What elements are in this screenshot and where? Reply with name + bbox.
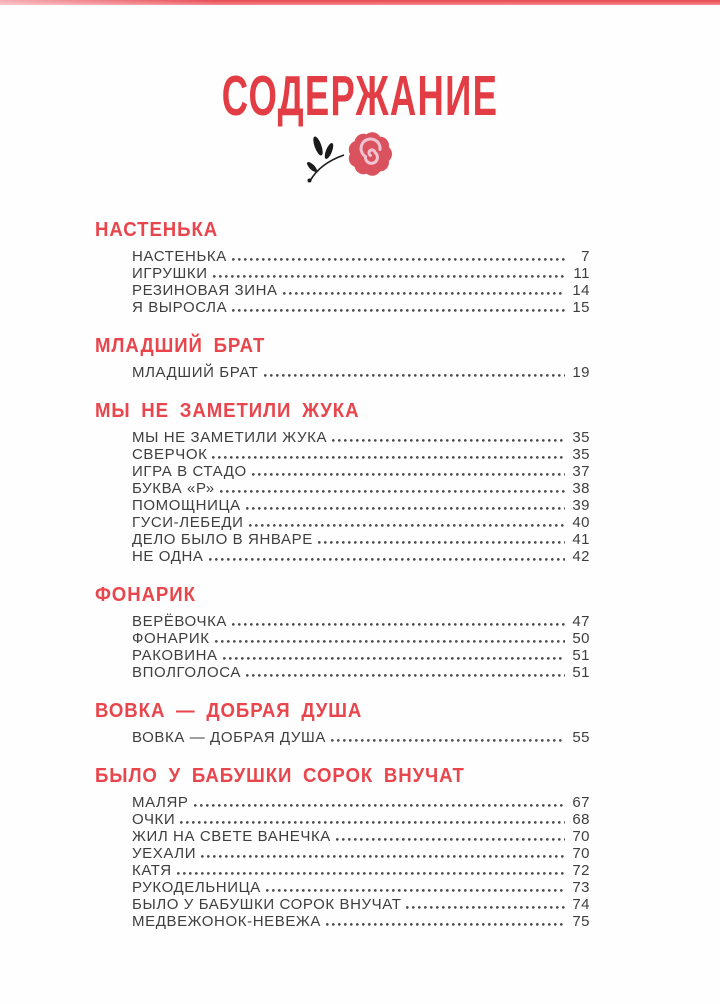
section-header: МЛАДШИЙ БРАТ (95, 335, 266, 357)
dots-leader (331, 738, 565, 743)
entry-title: МАЛЯР (132, 794, 189, 811)
entry-title: ПОМОЩНИЦА (132, 497, 241, 514)
section-entries (132, 794, 590, 930)
toc-entry (132, 299, 590, 316)
entry-page-number: 39 (572, 497, 590, 514)
toc-entry (132, 429, 590, 446)
entry-page-number: 41 (572, 531, 590, 548)
entry-page-number: 14 (572, 282, 590, 299)
dots-leader (266, 888, 565, 893)
page-title-row (0, 64, 720, 128)
toc-entry (132, 364, 590, 381)
entry-title: МЕДВЕЖОНОК-НЕВЕЖА (132, 913, 321, 930)
entry-page-number: 72 (572, 862, 590, 879)
entry-page-number: 51 (572, 647, 590, 664)
toc-entry (132, 647, 590, 664)
entry-page-number: 35 (572, 429, 590, 446)
section-entries (132, 364, 590, 381)
dots-leader (220, 489, 565, 494)
toc-section (95, 701, 590, 746)
toc-section (95, 336, 590, 381)
entry-title: ВОВКА — ДОБРАЯ ДУША (132, 729, 326, 746)
toc-entry (132, 729, 590, 746)
toc-entry (132, 265, 590, 282)
toc-entry (132, 248, 590, 265)
dots-leader (249, 523, 566, 528)
page-top-red-edge (0, 0, 720, 5)
dots-leader (332, 438, 565, 443)
dots-leader (246, 506, 565, 511)
toc-section (95, 766, 590, 930)
entry-page-number: 51 (572, 664, 590, 681)
section-header: ФОНАРИК (95, 584, 196, 606)
toc-entry (132, 845, 590, 862)
entry-page-number: 19 (572, 364, 590, 381)
dots-leader (264, 373, 565, 378)
dots-leader (201, 854, 565, 859)
entry-title: НАСТЕНЬКА (132, 248, 227, 265)
entry-title: СВЕРЧОК (132, 446, 208, 463)
entry-title: КАТЯ (132, 862, 172, 879)
entry-page-number: 11 (573, 265, 590, 282)
entry-title: ГУСИ-ЛЕБЕДИ (132, 514, 244, 531)
entry-page-number: 55 (572, 729, 590, 746)
dots-leader (209, 557, 565, 562)
rose-ornament-icon (300, 124, 406, 186)
entry-title: БУКВА «Р» (132, 480, 215, 497)
toc-entry (132, 548, 590, 565)
page-title: СОДЕРЖАНИЕ (221, 64, 499, 128)
toc-section (95, 401, 590, 565)
dots-leader (318, 540, 565, 545)
dots-leader (213, 274, 565, 279)
entry-page-number: 35 (572, 446, 590, 463)
dots-leader (336, 837, 565, 842)
entry-page-number: 40 (572, 514, 590, 531)
toc-entry (132, 828, 590, 845)
toc-entry (132, 913, 590, 930)
dots-leader (223, 656, 565, 661)
entry-title: УЕХАЛИ (132, 845, 197, 862)
toc-entry (132, 480, 590, 497)
section-entries (132, 729, 590, 746)
entry-page-number: 68 (572, 811, 590, 828)
entry-title: ВПОЛГОЛОСА (132, 664, 241, 681)
toc-entry (132, 862, 590, 879)
section-header: НАСТЕНЬКА (95, 219, 219, 241)
entry-page-number: 15 (572, 299, 590, 316)
dots-leader (232, 308, 565, 313)
toc-entry (132, 879, 590, 896)
dots-leader (283, 291, 565, 296)
dots-leader (180, 820, 565, 825)
section-header: БЫЛО У БАБУШКИ СОРОК ВНУЧАТ (95, 765, 465, 787)
entry-page-number: 67 (572, 794, 590, 811)
entry-title: РУКОДЕЛЬНИЦА (132, 879, 261, 896)
toc-entry (132, 463, 590, 480)
dots-leader (177, 871, 565, 876)
dots-leader (246, 673, 565, 678)
entry-page-number: 73 (572, 879, 590, 896)
dots-leader (212, 455, 565, 460)
dots-leader (252, 472, 565, 477)
entry-page-number: 7 (581, 248, 590, 265)
entry-title: БЫЛО У БАБУШКИ СОРОК ВНУЧАТ (132, 896, 402, 913)
dots-leader (232, 257, 565, 262)
entry-title: ИГРУШКИ (132, 265, 208, 282)
toc-entry (132, 664, 590, 681)
entry-title: ИГРА В СТАДО (132, 463, 247, 480)
entry-title: РАКОВИНА (132, 647, 218, 664)
entry-title: ФОНАРИК (132, 630, 210, 647)
entry-page-number: 42 (572, 548, 590, 565)
entry-title: ВЕРЁВОЧКА (132, 613, 228, 630)
section-entries (132, 613, 590, 681)
dots-leader (406, 905, 565, 910)
section-entries (132, 248, 590, 316)
toc-entry (132, 514, 590, 531)
entry-title: ЖИЛ НА СВЕТЕ ВАНЕЧКА (132, 828, 331, 845)
toc-section (95, 220, 590, 316)
toc-entry (132, 282, 590, 299)
toc-entry (132, 497, 590, 514)
ornament-row (0, 124, 720, 186)
section-header: ВОВКА — ДОБРАЯ ДУША (95, 700, 363, 722)
toc-entry (132, 794, 590, 811)
entry-page-number: 37 (572, 463, 590, 480)
toc-entry (132, 446, 590, 463)
section-header: МЫ НЕ ЗАМЕТИЛИ ЖУКА (95, 400, 360, 422)
entry-title: МЫ НЕ ЗАМЕТИЛИ ЖУКА (132, 429, 328, 446)
section-entries (132, 429, 590, 565)
toc-entry (132, 531, 590, 548)
entry-page-number: 50 (572, 630, 590, 647)
dots-leader (215, 639, 565, 644)
entry-page-number: 38 (572, 480, 590, 497)
dots-leader (232, 622, 565, 627)
entry-page-number: 74 (572, 896, 590, 913)
entry-page-number: 70 (572, 845, 590, 862)
entry-title: РЕЗИНОВАЯ ЗИНА (132, 282, 278, 299)
entry-page-number: 47 (572, 613, 590, 630)
toc-entry (132, 811, 590, 828)
entry-title: МЛАДШИЙ БРАТ (132, 364, 259, 381)
entry-title: ДЕЛО БЫЛО В ЯНВАРЕ (132, 531, 313, 548)
dots-leader (326, 922, 565, 927)
entry-title: НЕ ОДНА (132, 548, 204, 565)
entry-title: ОЧКИ (132, 811, 176, 828)
table-of-contents (95, 220, 590, 950)
toc-section (95, 585, 590, 681)
toc-entry (132, 630, 590, 647)
dots-leader (194, 803, 565, 808)
entry-page-number: 70 (572, 828, 590, 845)
entry-page-number: 75 (572, 913, 590, 930)
toc-entry (132, 896, 590, 913)
entry-title: Я ВЫРОСЛА (132, 299, 228, 316)
toc-entry (132, 613, 590, 630)
